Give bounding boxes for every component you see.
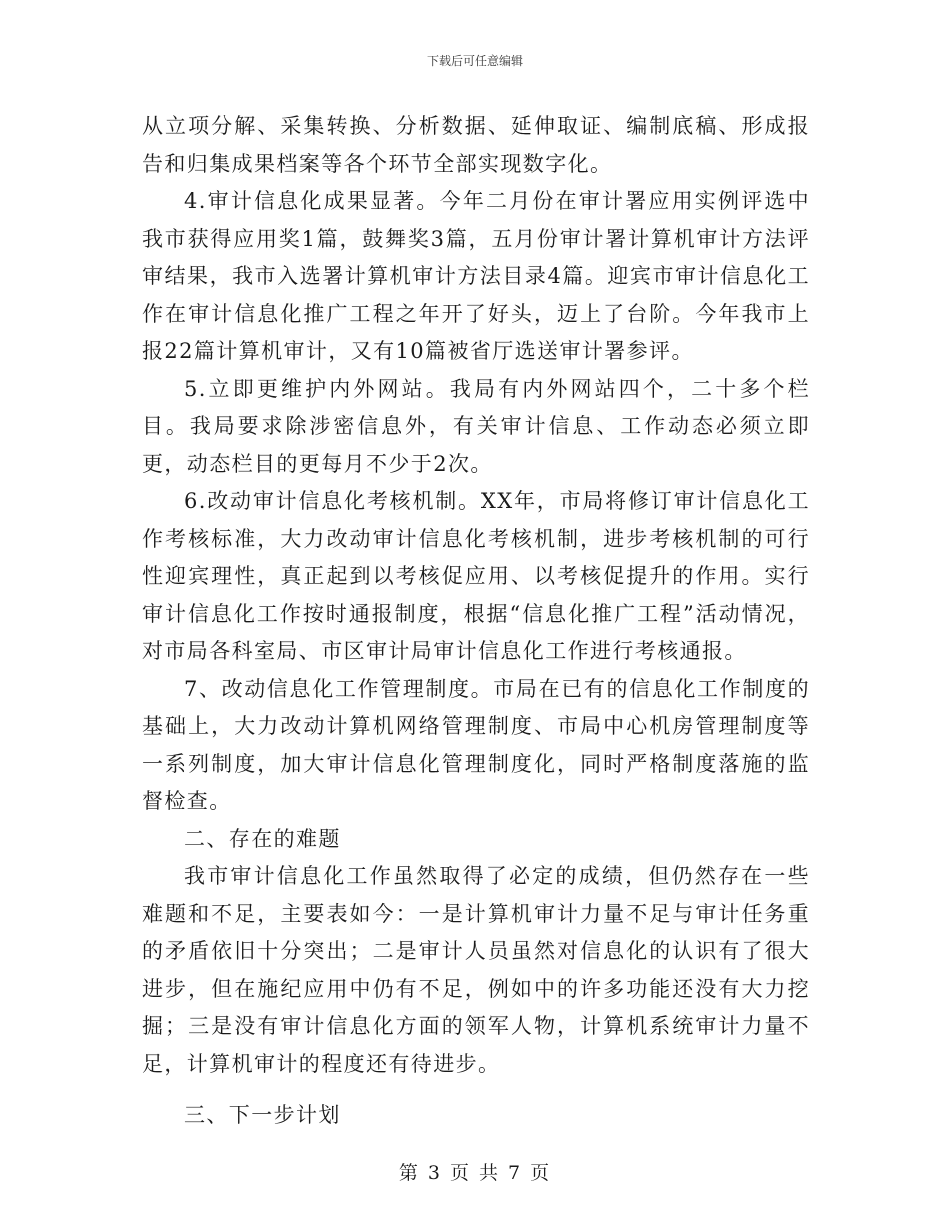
paragraph-item-6: 6.改动审计信息化考核机制。XX年，市局将修订审计信息化工作考核标准，大力改动审计信息化考核机制，进步考核机制的可行性迎宾理性，真正起到以考核促应用、以考核促提升的作用。实行审计信息化工作按时通报制度，根据“信息化推广工程”活动情况，对市局各科室局、市区审计局审计信息化工作进行考核通报。 [142, 489, 810, 663]
paragraph-item-7: 7、改动信息化工作管理制度。市局在已有的信息化工作制度的基础上，大力改动计算机网络管理制度、市局中心机房管理制度等一系列制度，加大审计信息化管理制度化，同时严格制度落施的监督检查。 [142, 676, 810, 813]
section-heading-problems: 二、存在的难题 [184, 826, 341, 851]
paragraph-item-5: 5.立即更维护内外网站。我局有内外网站四个，二十多个栏目。我局要求除涉密信息外，有关审计信息、工作动态必须立即更，动态栏目的更每月不少于2次。 [142, 376, 810, 476]
paragraph-continuation: 从立项分解、采集转换、分析数据、延伸取证、编制底稿、形成报告和归集成果档案等各个环节全部实现数字化。 [142, 114, 810, 176]
paragraph-problems: 我市审计信息化工作虽然取得了必定的成绩，但仍然存在一些难题和不足，主要表如今：一是计算机审计力量不足与审计任务重的矛盾依旧十分突出；二是审计人员虽然对信息化的认识有了很大进步，但在施纪应用中仍有不足，例如中的许多功能还没有大力挖掘；三是没有审计信息化方面的领军人物，计算机系统审计力量不足，计算机审计的程度还有待进步。 [142, 864, 810, 1076]
paragraph-item-4: 4.审计信息化成果显著。今年二月份在审计署应用实例评选中我市获得应用奖1篇，鼓舞奖3篇，五月份审计署计算机审计方法评审结果，我市入选署计算机审计方法目录4篇。迎宾市审计信息化工作在审计信息化推广工程之年开了好头，迈上了台阶。今年我市上报22篇计算机审计，又有10篇被省厅选送审计署参评。 [142, 189, 810, 363]
page-number: 第 3 页 共 7 页 [398, 1162, 552, 1184]
document-body [142, 108, 810, 1135]
page-header: 下载后可任意编辑 [426, 54, 523, 68]
section-heading-next-plan: 三、下一步计划 [184, 1103, 341, 1127]
